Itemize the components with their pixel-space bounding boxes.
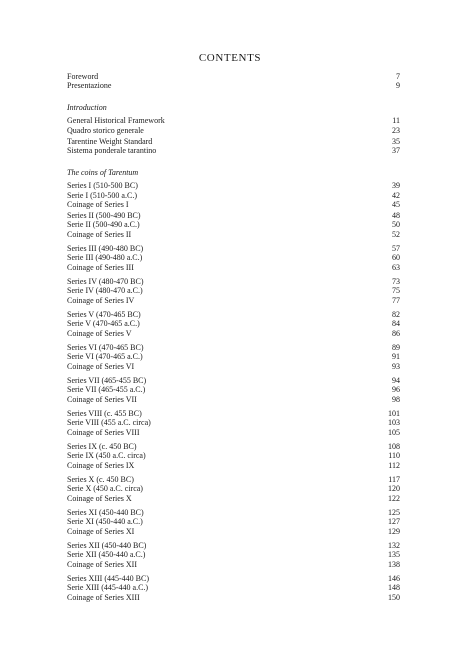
toc-entry[interactable] <box>67 286 400 295</box>
toc-entry[interactable] <box>67 541 400 550</box>
entry-title: Serie XII (450-440 a.C.) <box>67 550 146 560</box>
entry-page-number: 77 <box>392 295 400 305</box>
toc-entry[interactable] <box>67 343 400 352</box>
toc-entry[interactable] <box>67 451 400 460</box>
entry-page-number: 127 <box>388 517 400 527</box>
entry-title: Serie V (470-465 a.C.) <box>67 319 140 329</box>
toc-entry[interactable] <box>67 517 400 526</box>
entry-title: Series XII (450-440 BC) <box>67 541 147 550</box>
entry-page-number: 110 <box>388 451 400 461</box>
toc-entry[interactable] <box>67 191 400 200</box>
toc-entry[interactable] <box>67 418 400 427</box>
entry-page-number: 63 <box>392 262 400 272</box>
entry-page-number: 37 <box>392 146 400 156</box>
toc-group <box>67 211 400 239</box>
entry-title: Series IX (c. 450 BC) <box>67 442 137 451</box>
toc-entry[interactable] <box>67 550 400 559</box>
toc-entry[interactable] <box>67 277 400 286</box>
toc-entry[interactable] <box>67 352 400 361</box>
entry-page-number: 103 <box>388 418 400 428</box>
entry-title: Series X (c. 450 BC) <box>67 475 134 484</box>
toc-entry[interactable] <box>67 220 400 229</box>
toc-entry[interactable] <box>67 376 400 385</box>
toc-group <box>67 310 400 338</box>
entry-page-number: 23 <box>392 125 400 135</box>
toc-entry[interactable] <box>67 319 400 328</box>
entry-title: General Historical Framework <box>67 116 165 126</box>
toc-group <box>67 244 400 272</box>
entry-page-number: 82 <box>392 310 400 319</box>
entry-page-number: 73 <box>392 277 400 286</box>
entry-title: Coinage of Series XIII <box>67 592 140 602</box>
entry-title: Coinage of Series X <box>67 493 132 503</box>
entry-title: Coinage of Series IX <box>67 460 135 470</box>
entry-title: Coinage of Series VII <box>67 394 137 404</box>
toc-entry[interactable] <box>67 362 400 371</box>
entry-title: Tarentine Weight Standard <box>67 137 153 146</box>
entry-title: Serie II (500-490 a.C.) <box>67 220 140 230</box>
entry-title: Serie IX (450 a.C. circa) <box>67 451 146 461</box>
toc-group <box>67 72 400 91</box>
entry-page-number: 89 <box>392 343 400 352</box>
entry-title: Series II (500-490 BC) <box>67 211 141 220</box>
entry-title: Serie I (510-500 a.C.) <box>67 190 137 200</box>
toc-entry[interactable] <box>67 461 400 470</box>
entry-title: Serie XIII (445-440 a.C.) <box>67 583 149 593</box>
entry-title: Series V (470-465 BC) <box>67 310 141 319</box>
entry-page-number: 101 <box>388 409 400 418</box>
entry-title: Coinage of Series I <box>67 200 129 210</box>
entry-page-number: 39 <box>392 181 400 191</box>
entry-title: Serie XI (450-440 a.C.) <box>67 517 143 527</box>
entry-title: Series VIII (c. 455 BC) <box>67 409 142 418</box>
entry-page-number: 96 <box>392 385 400 395</box>
entry-page-number: 86 <box>392 328 400 338</box>
toc-entry[interactable] <box>67 211 400 220</box>
entry-title: Coinage of Series XII <box>67 559 137 569</box>
toc-entry[interactable] <box>67 181 400 190</box>
entry-page-number: 45 <box>392 200 400 210</box>
entry-page-number: 48 <box>392 211 400 220</box>
toc-entry[interactable] <box>67 329 400 338</box>
toc-group <box>67 103 400 135</box>
entry-page-number: 129 <box>388 526 400 536</box>
toc-entry[interactable] <box>67 484 400 493</box>
entry-page-number: 105 <box>388 427 400 437</box>
entry-title: Sistema ponderale tarantino <box>67 146 157 156</box>
toc-group <box>67 343 400 371</box>
entry-title: Series XIII (445-440 BC) <box>67 574 149 583</box>
toc-group <box>67 574 400 602</box>
toc-entry[interactable] <box>67 116 400 125</box>
entry-page-number: 35 <box>392 137 400 146</box>
toc-entry[interactable] <box>67 126 400 135</box>
entry-title: Series III (490-480 BC) <box>67 244 144 253</box>
entry-title: Coinage of Series III <box>67 262 134 272</box>
page-title: CONTENTS <box>198 52 262 64</box>
entry-page-number: 60 <box>392 253 400 263</box>
toc-entry[interactable] <box>67 475 400 484</box>
toc-entry[interactable] <box>67 263 400 272</box>
entry-title: Series IV (480-470 BC) <box>67 277 144 286</box>
entry-title: Coinage of Series V <box>67 328 132 338</box>
entry-page-number: 11 <box>392 116 400 126</box>
toc-entry[interactable] <box>67 72 400 81</box>
toc-entry[interactable] <box>67 137 400 146</box>
entry-page-number: 150 <box>388 592 400 602</box>
toc-entry[interactable] <box>67 527 400 536</box>
entry-page-number: 98 <box>392 394 400 404</box>
toc-entry[interactable] <box>67 296 400 305</box>
entry-title: Foreword <box>67 72 99 81</box>
toc-entry[interactable] <box>67 244 400 253</box>
entry-page-number: 7 <box>396 72 400 81</box>
toc-entry[interactable] <box>67 409 400 418</box>
toc-entry[interactable] <box>67 310 400 319</box>
entry-title: Presentazione <box>67 81 112 91</box>
entry-page-number: 91 <box>392 352 400 362</box>
entry-page-number: 148 <box>388 583 400 593</box>
toc-entry[interactable] <box>67 395 400 404</box>
toc-entry[interactable] <box>67 253 400 262</box>
toc-group <box>67 137 400 156</box>
entry-title: Coinage of Series VI <box>67 361 135 371</box>
entry-title: Series I (510-500 BC) <box>67 181 138 191</box>
entry-page-number: 125 <box>388 508 400 517</box>
entry-title: Coinage of Series II <box>67 229 132 239</box>
entry-page-number: 132 <box>388 541 400 550</box>
entry-page-number: 75 <box>392 286 400 296</box>
entry-page-number: 42 <box>392 190 400 200</box>
entry-page-number: 117 <box>388 475 400 484</box>
toc-group <box>67 541 400 569</box>
entry-title: Serie III (490-480 a.C.) <box>67 253 143 263</box>
entry-title: Serie VI (470-465 a.C.) <box>67 352 143 362</box>
toc-group <box>67 409 400 437</box>
toc-group <box>67 376 400 404</box>
toc-entry[interactable] <box>67 508 400 517</box>
entry-page-number: 112 <box>388 460 400 470</box>
entry-page-number: 120 <box>388 484 400 494</box>
entry-page-number: 108 <box>388 442 400 451</box>
entry-page-number: 146 <box>388 574 400 583</box>
toc-entry[interactable] <box>67 560 400 569</box>
entry-page-number: 135 <box>388 550 400 560</box>
entry-page-number: 57 <box>392 244 400 253</box>
entry-title: Serie VIII (455 a.C. circa) <box>67 418 151 428</box>
toc-entry[interactable] <box>67 494 400 503</box>
toc-entry[interactable] <box>67 593 400 602</box>
entry-title: Series VI (470-465 BC) <box>67 343 144 352</box>
toc-entry[interactable] <box>67 583 400 592</box>
entry-title: Serie IV (480-470 a.C.) <box>67 286 143 296</box>
entry-page-number: 94 <box>392 376 400 385</box>
entry-page-number: 138 <box>388 559 400 569</box>
section-heading: Introduction <box>67 103 107 112</box>
entry-title: Quadro storico generale <box>67 125 144 135</box>
entry-title: Series XI (450-440 BC) <box>67 508 144 517</box>
toc-entry[interactable] <box>67 230 400 239</box>
toc-group <box>67 168 400 210</box>
toc-entry[interactable] <box>67 385 400 394</box>
entry-title: Coinage of Series VIII <box>67 427 140 437</box>
toc-entry[interactable] <box>67 428 400 437</box>
entry-page-number: 122 <box>388 493 400 503</box>
toc-entry[interactable] <box>67 146 400 155</box>
entry-title: Coinage of Series IV <box>67 295 135 305</box>
entry-title: Serie X (450 a.C. circa) <box>67 484 143 494</box>
toc-entry[interactable] <box>67 574 400 583</box>
entry-page-number: 9 <box>396 81 400 91</box>
toc-entry[interactable] <box>67 81 400 90</box>
entry-page-number: 84 <box>392 319 400 329</box>
entry-page-number: 50 <box>392 220 400 230</box>
toc-entry[interactable] <box>67 442 400 451</box>
entry-title: Coinage of Series XI <box>67 526 135 536</box>
entry-page-number: 93 <box>392 361 400 371</box>
toc-group <box>67 277 400 305</box>
entry-page-number: 52 <box>392 229 400 239</box>
toc-group <box>67 508 400 536</box>
section-heading: The coins of Tarentum <box>67 168 139 177</box>
toc-group <box>67 475 400 503</box>
toc-group <box>67 442 400 470</box>
entry-title: Serie VII (465-455 a.C.) <box>67 385 146 395</box>
entry-title: Series VII (465-455 BC) <box>67 376 147 385</box>
toc-entry[interactable] <box>67 200 400 209</box>
